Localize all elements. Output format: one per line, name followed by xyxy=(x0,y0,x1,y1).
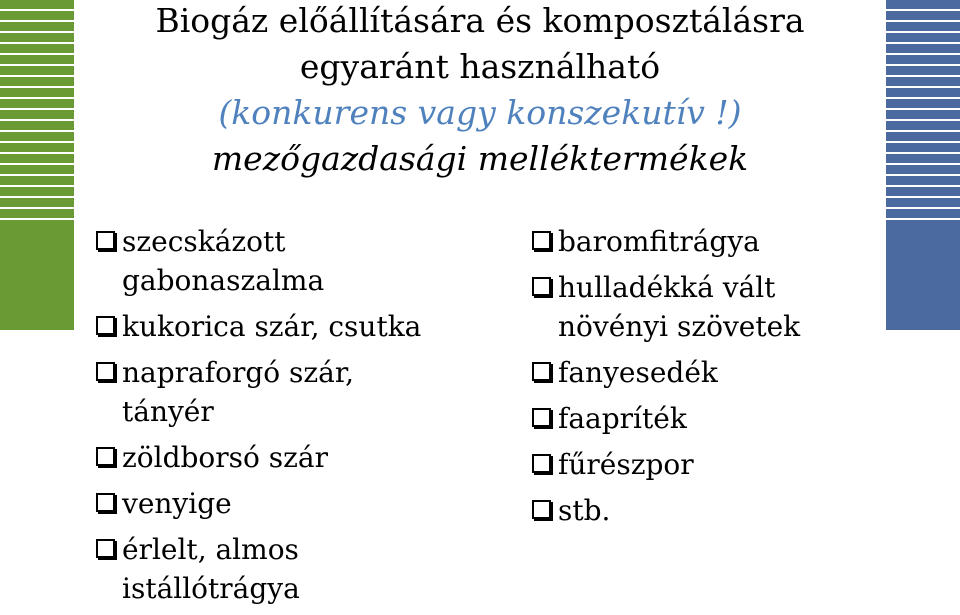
checkbox-bullet-icon xyxy=(532,408,551,427)
checkbox-bullet-icon xyxy=(96,493,115,512)
list-item xyxy=(96,307,516,346)
checkbox-bullet-icon xyxy=(532,277,551,296)
right-decorative-bar-solid xyxy=(886,222,960,330)
list-item xyxy=(96,484,516,523)
list-item-text: fűrészpor xyxy=(558,448,694,481)
list-item-text: szecskázott gabonaszalma xyxy=(122,225,325,297)
list-item xyxy=(532,353,892,392)
title-line-1: Biogáz előállítására és komposztálásra xyxy=(155,1,805,40)
checkbox-bullet-icon xyxy=(532,454,551,473)
right-list xyxy=(532,222,892,537)
list-item-text: stb. xyxy=(558,494,611,527)
list-item xyxy=(532,445,892,484)
checkbox-bullet-icon xyxy=(532,500,551,519)
title-line-2: egyaránt használható xyxy=(299,47,661,86)
checkbox-bullet-icon xyxy=(96,316,115,335)
title-line-4: mezőgazdasági melléktermékek xyxy=(211,139,749,178)
checkbox-bullet-icon xyxy=(96,539,115,558)
list-item-text: baromfitrágya xyxy=(558,225,760,258)
list-item-text: fanyesedék xyxy=(558,356,718,389)
list-item-text: venyige xyxy=(122,487,232,520)
list-item xyxy=(96,530,516,608)
list-item-text: faapríték xyxy=(558,402,687,435)
list-item xyxy=(532,268,892,346)
list-item xyxy=(532,491,892,530)
list-item-text: zöldborsó szár xyxy=(122,441,328,474)
list-item xyxy=(96,438,516,477)
list-item-text: napraforgó szár, tányér xyxy=(122,356,355,428)
list-item xyxy=(532,222,892,261)
checkbox-bullet-icon xyxy=(96,231,115,250)
checkbox-bullet-icon xyxy=(96,362,115,381)
checkbox-bullet-icon xyxy=(96,447,115,466)
checkbox-bullet-icon xyxy=(532,362,551,381)
slide-title xyxy=(80,0,880,182)
checkbox-bullet-icon xyxy=(532,231,551,250)
list-item-text: érlelt, almos istállótrágya xyxy=(122,533,300,605)
list-item-text: hulladékká vált növényi szövetek xyxy=(558,271,801,343)
left-decorative-bar-solid xyxy=(0,222,74,330)
title-line-3: (konkurens vagy konszekutív !) xyxy=(218,93,742,132)
list-item xyxy=(532,399,892,438)
list-item xyxy=(96,222,516,300)
left-list xyxy=(96,222,516,615)
list-item-text: kukorica szár, csutka xyxy=(122,310,422,343)
list-item xyxy=(96,353,516,431)
